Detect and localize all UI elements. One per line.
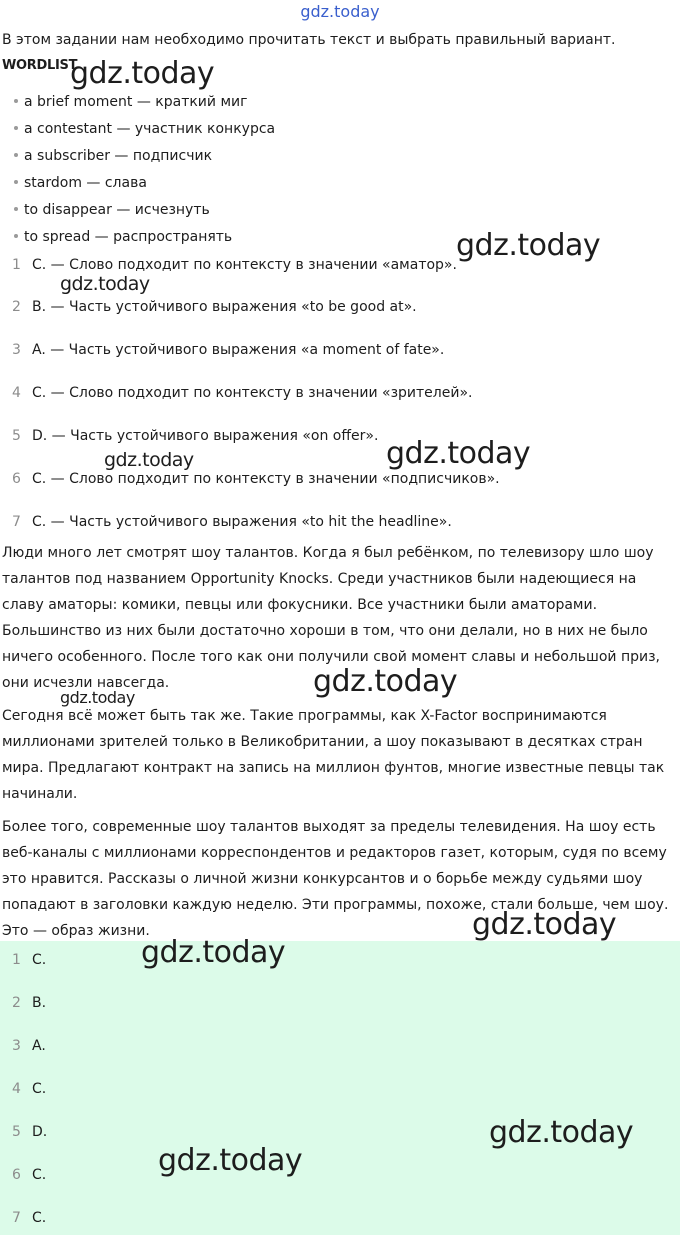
answer-row: 2 B. — Часть устойчивого выражения «to be good at». [12, 299, 417, 315]
translation-paragraph: Сегодня всё может быть так же. Такие программы, как X-Factor воспринимаются миллионами зрителей только в Великобритании, а шоу показывают в десятках стран мира. Предлагают контракт на запись на миллион фунтов, многие известные певцы так начинали. [2, 708, 665, 802]
watermark: gdz.today [386, 436, 531, 471]
task-intro: В этом задании нам необходимо прочитать текст и выбрать правильный вариант. [2, 32, 616, 48]
watermark: gdz.today [104, 449, 194, 471]
watermark: gdz.today [489, 1115, 634, 1150]
summary-row: 5 D. [12, 1124, 48, 1140]
answer-row: 5 D. — Часть устойчивого выражения «on offer». [12, 428, 379, 444]
watermark: gdz.today [60, 688, 135, 707]
bullet-icon [14, 234, 18, 238]
bullet-icon [14, 207, 18, 211]
summary-row: 3 A. [12, 1038, 46, 1054]
summary-row: 4 C. [12, 1081, 47, 1097]
site-header-label: gdz.today [300, 2, 380, 21]
summary-row: 1 C. [12, 952, 47, 968]
answers-summary-box [0, 941, 680, 1235]
wordlist-item: to disappear — исчезнуть [14, 202, 210, 218]
summary-row: 2 B. [12, 995, 47, 1011]
summary-row: 7 C. [12, 1210, 47, 1226]
watermark: gdz.today [472, 907, 617, 942]
translation-paragraph: Более того, современные шоу талантов выходят за пределы телевидения. На шоу есть веб-каналы с миллионами корреспондентов и редакторов газет, которым, судя по всему это нравится. Рассказы о личной жизни конкурсантов и о борьбе между судьями шоу попадают в заголовки каждую неделю. Эти программы, похоже, стали больше, чем шоу. Это — образ жизни. [2, 819, 669, 939]
watermark: gdz.today [158, 1143, 303, 1178]
wordlist-item: stardom — слава [14, 175, 147, 191]
watermark: gdz.today [141, 935, 286, 970]
answer-row: 6 C. — Слово подходит по контексту в значении «подписчиков». [12, 471, 500, 487]
bullet-icon [14, 126, 18, 130]
wordlist-item: to spread — распространять [14, 229, 232, 245]
wordlist-item: a contestant — участник конкурса [14, 121, 275, 137]
answer-row: 3 A. — Часть устойчивого выражения «a moment of fate». [12, 342, 445, 358]
translation-paragraph: Люди много лет смотрят шоу талантов. Когда я был ребёнком, по телевизору шло шоу талантов под названием Opportunity Knocks. Среди участников были надеющиеся на славу аматоры: комики, певцы или фокусники. Все участники были аматорами. Большинство из них были достаточно хороши в том, что они делали, но в них не было ничего особенного. После того как они получили свой момент славы и небольшой приз, они исчезли навсегда. [2, 545, 660, 691]
summary-row: 6 C. [12, 1167, 47, 1183]
watermark: gdz.today [313, 664, 458, 699]
answer-row: 4 C. — Слово подходит по контексту в значении «зрителей». [12, 385, 473, 401]
wordlist-title: WORDLIST [2, 58, 78, 73]
wordlist-item: a subscriber — подписчик [14, 148, 212, 164]
watermark: gdz.today [60, 273, 150, 295]
watermark: gdz.today [456, 228, 601, 263]
watermark: gdz.today [70, 56, 215, 91]
answer-row: 1 C. — Слово подходит по контексту в значении «аматор». [12, 257, 457, 273]
answer-row: 7 C. — Часть устойчивого выражения «to hit the headline». [12, 514, 452, 530]
bullet-icon [14, 180, 18, 184]
bullet-icon [14, 99, 18, 103]
wordlist-item: a brief moment — краткий миг [14, 94, 247, 110]
bullet-icon [14, 153, 18, 157]
